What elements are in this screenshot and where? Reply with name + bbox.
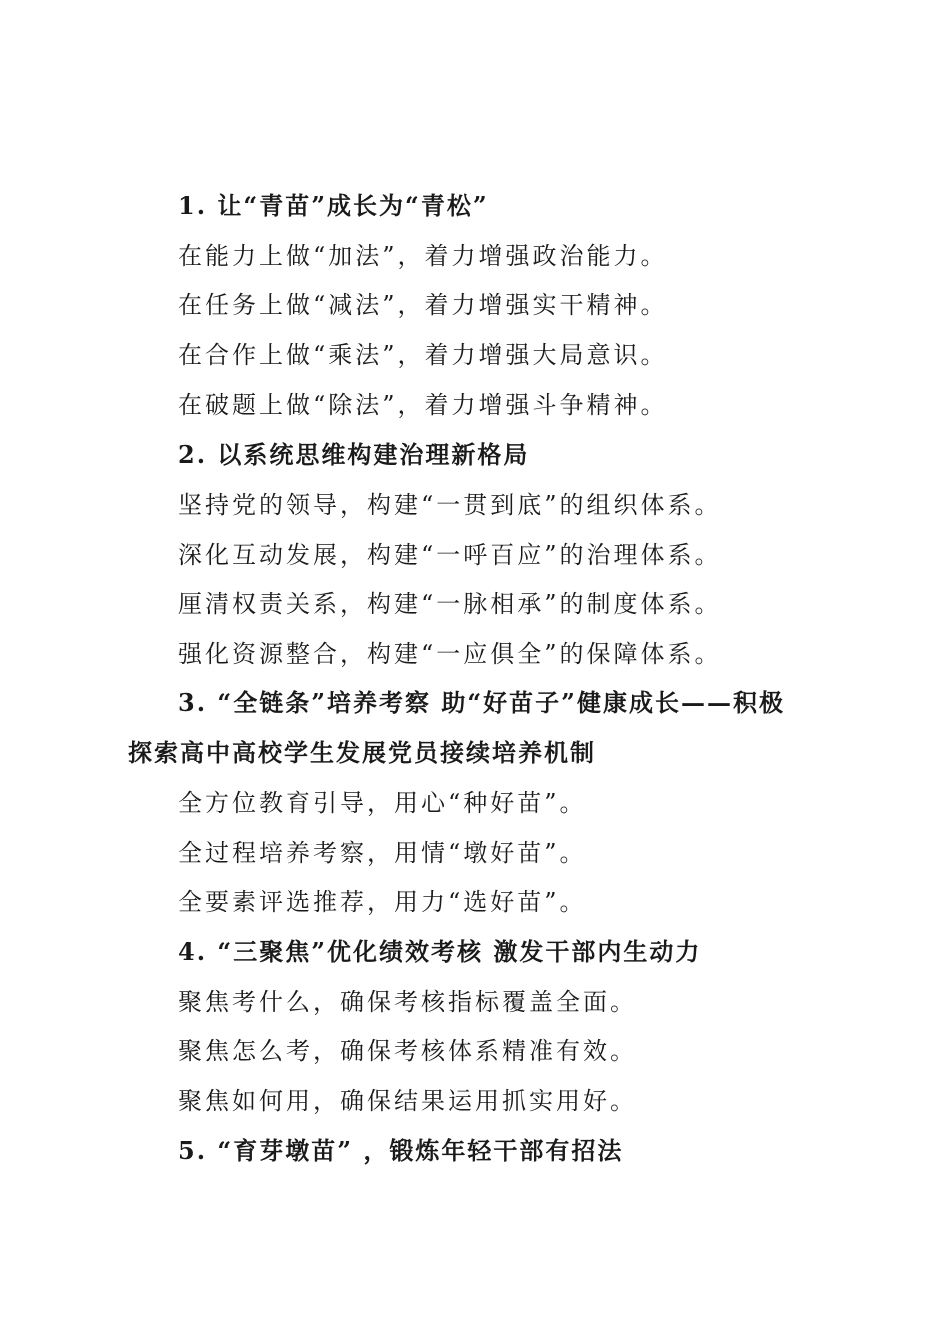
section-3-item: 全要素评选推荐，用力“选好苗”。 (178, 888, 587, 916)
section-1-heading: 1. 让“青苗”成长为“青松” (178, 191, 489, 220)
section-2-heading: 2. 以系统思维构建治理新格局 (178, 440, 530, 469)
section-2-item: 厘清权责关系，构建“一脉相承”的制度体系。 (178, 590, 722, 618)
section-2-item: 深化互动发展，构建“一呼百应”的治理体系。 (178, 541, 722, 569)
section-1-item: 在破题上做“除法”，着力增强斗争精神。 (178, 391, 668, 419)
section-4-item: 聚焦考什么，确保考核指标覆盖全面。 (178, 988, 637, 1016)
section-4-item: 聚焦如何用，确保结果运用抓实用好。 (178, 1087, 637, 1115)
section-4-heading: 4. “三聚焦”优化绩效考核 激发干部内生动力 (178, 937, 702, 966)
section-1-item: 在合作上做“乘法”，着力增强大局意识。 (178, 341, 668, 369)
section-2-item: 强化资源整合，构建“一应俱全”的保障体系。 (178, 640, 722, 668)
section-1-item: 在能力上做“加法”，着力增强政治能力。 (178, 242, 668, 270)
section-3-item: 全方位教育引导，用心“种好苗”。 (178, 789, 587, 817)
section-4-item: 聚焦怎么考，确保考核体系精准有效。 (178, 1037, 637, 1065)
section-1-item: 在任务上做“减法”，着力增强实干精神。 (178, 291, 668, 319)
section-5-heading: 5. “育芽墩苗” ，锻炼年轻干部有招法 (178, 1136, 624, 1165)
section-3-heading-continued: 探索高中高校学生发展党员接续培养机制 (128, 738, 596, 767)
section-2-item: 坚持党的领导，构建“一贯到底”的组织体系。 (178, 491, 722, 519)
section-3-item: 全过程培养考察，用情“墩好苗”。 (178, 839, 587, 867)
section-3-heading: 3. “全链条”培养考察 助“好苗子”健康成长——积极 (178, 688, 785, 717)
